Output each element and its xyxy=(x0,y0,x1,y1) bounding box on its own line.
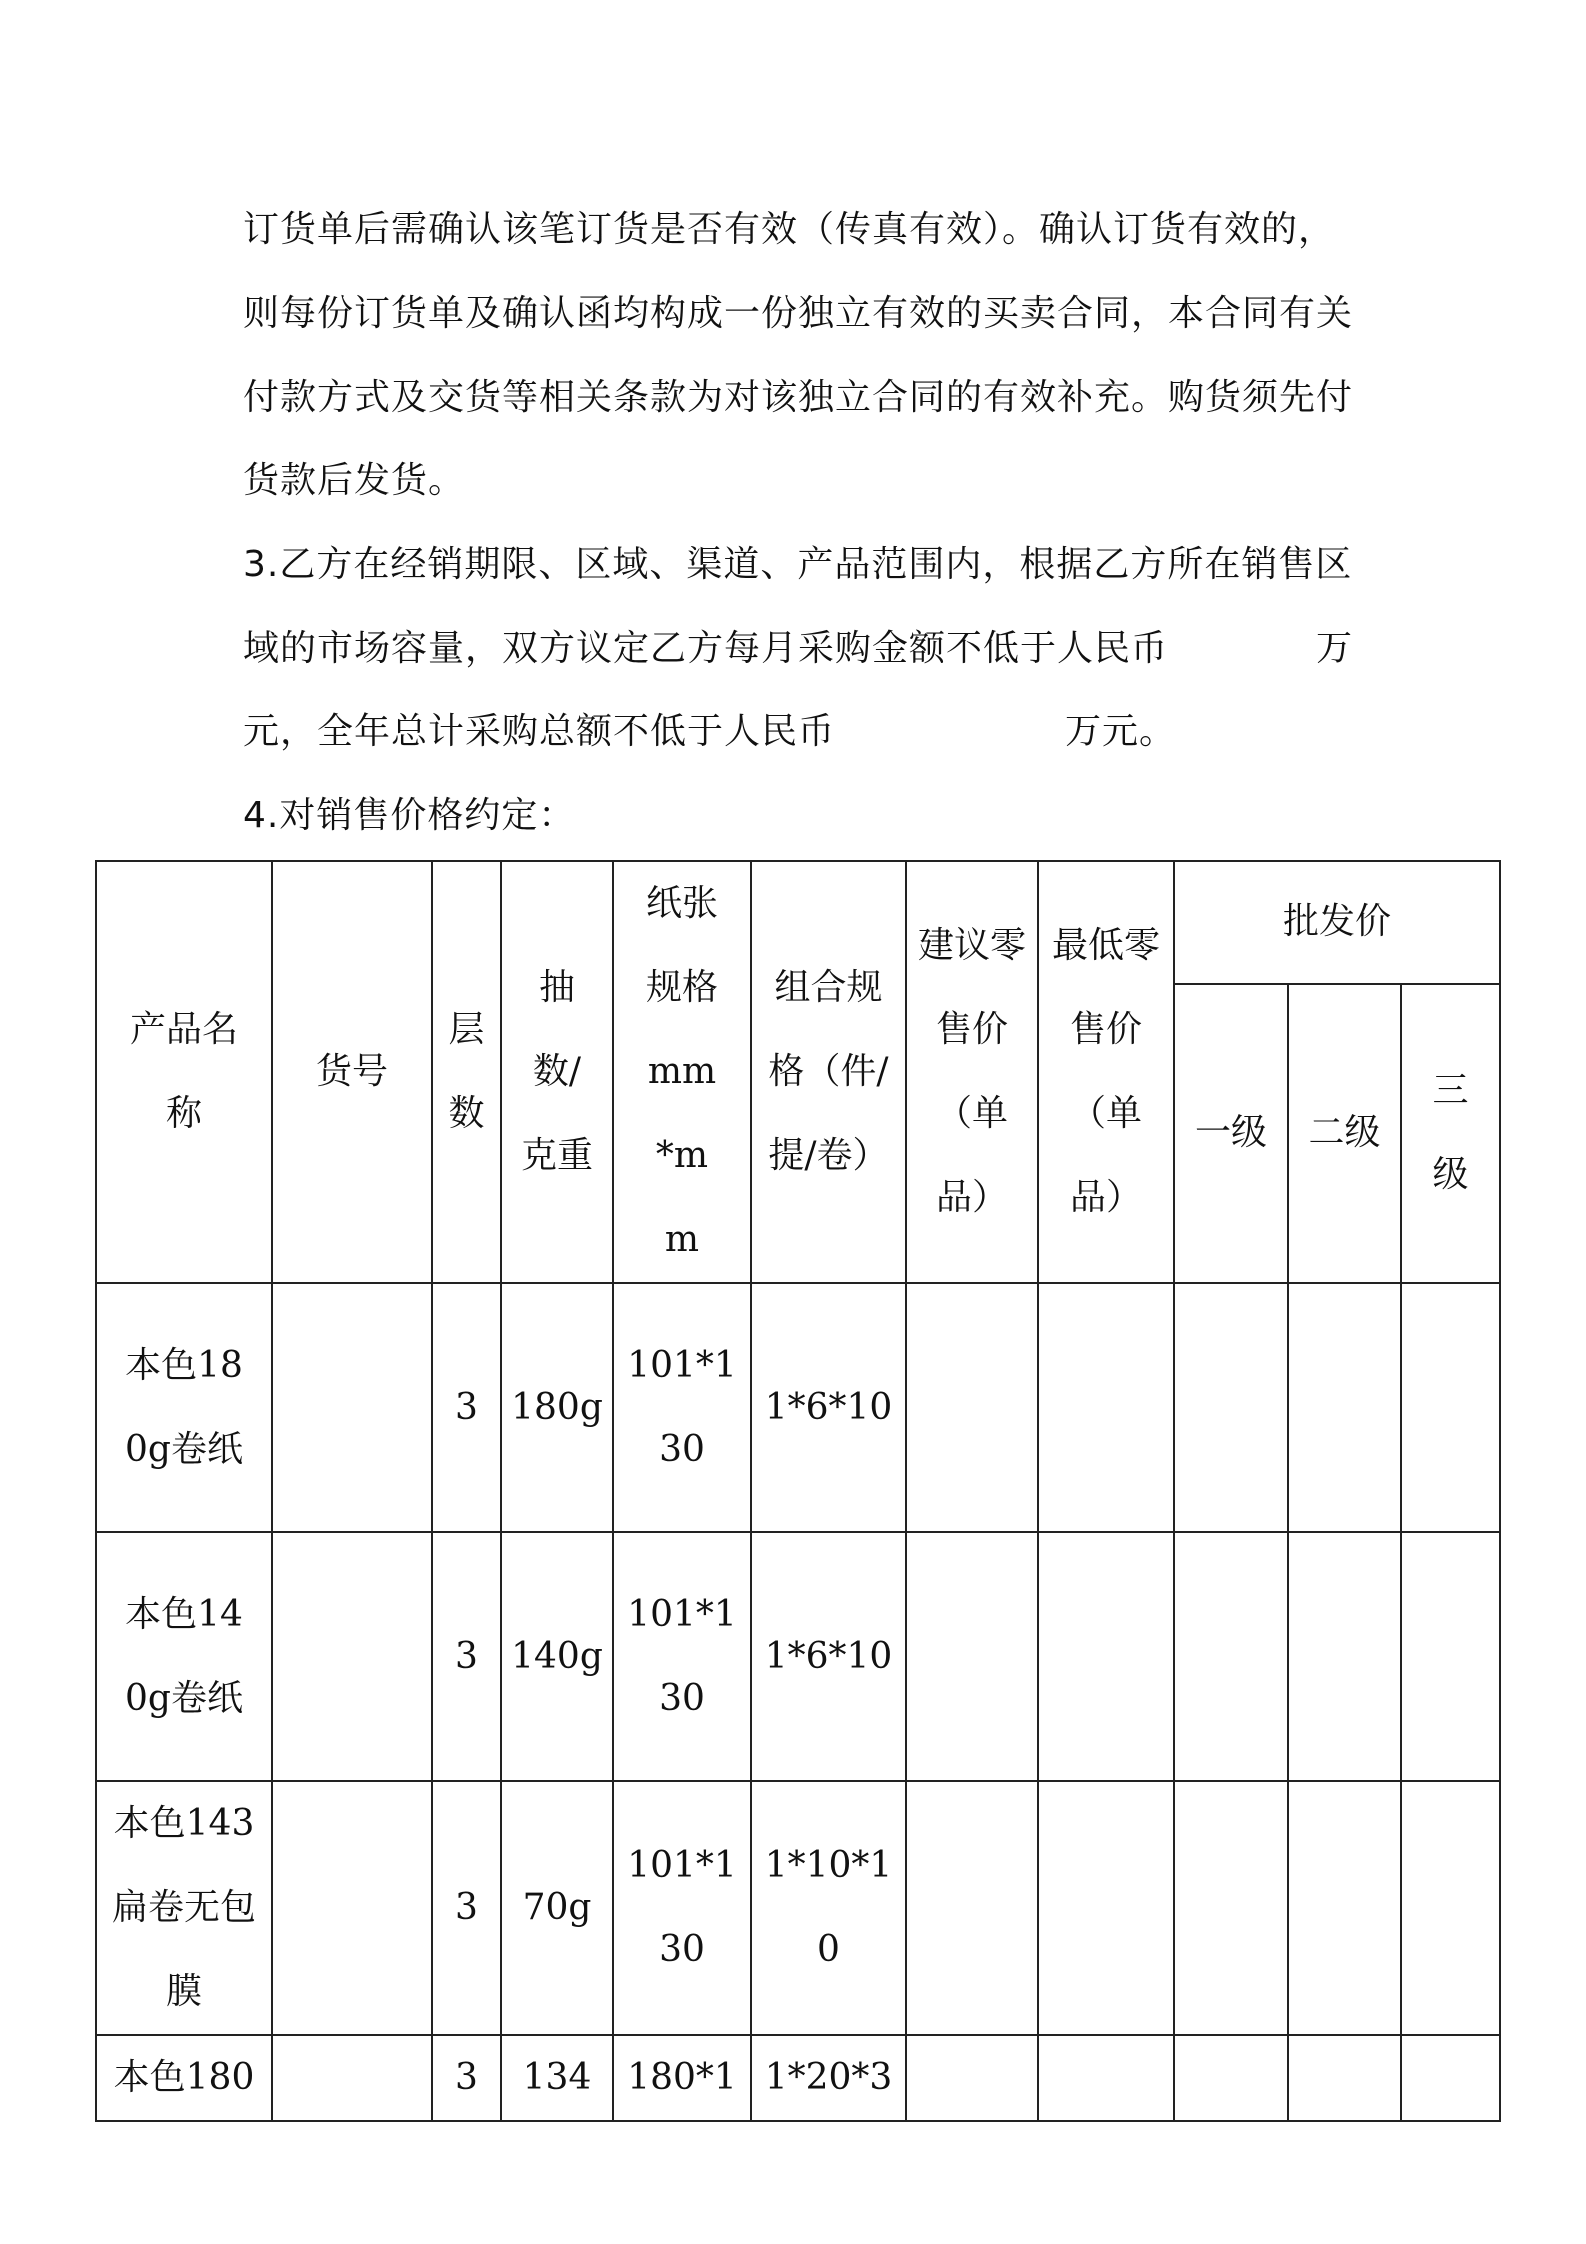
cell-level-1 xyxy=(1174,1283,1288,1532)
cell-combo-spec: 1*20*3 xyxy=(751,2035,906,2121)
header-layers: 层数 xyxy=(432,861,501,1283)
header-level-1: 一级 xyxy=(1174,984,1288,1283)
cell-item-no xyxy=(272,1781,432,2035)
cell-item-no xyxy=(272,1532,432,1781)
cell-paper-spec: 101*130 xyxy=(613,1283,751,1532)
text-span: 万 xyxy=(1315,628,1353,669)
cell-layers: 3 xyxy=(432,1283,501,1532)
cell-min-retail xyxy=(1038,1781,1174,2035)
header-level-2: 二级 xyxy=(1288,984,1401,1283)
cell-level-3 xyxy=(1401,2035,1500,2121)
cell-layers: 3 xyxy=(432,1532,501,1781)
cell-suggested-retail xyxy=(906,1283,1038,1532)
cell-min-retail xyxy=(1038,1283,1174,1532)
paragraph-line xyxy=(243,292,1353,336)
header-product-name: 产品名称 xyxy=(96,861,272,1283)
header-wholesale: 批发价 xyxy=(1174,861,1500,984)
cell-level-1 xyxy=(1174,1781,1288,2035)
header-suggested-retail: 建议零售价（单品） xyxy=(906,861,1038,1283)
text-span: 3.乙方在经销期限、区域、渠道、产品范围内，根据乙方所在销售区 xyxy=(243,544,1353,585)
cell-item-no xyxy=(272,2035,432,2121)
price-table xyxy=(95,860,1501,2122)
cell-suggested-retail xyxy=(906,1532,1038,1781)
cell-suggested-retail xyxy=(906,2035,1038,2121)
cell-level-2 xyxy=(1288,1532,1401,1781)
cell-combo-spec: 1*10*10 xyxy=(751,1781,906,2035)
cell-level-1 xyxy=(1174,2035,1288,2121)
cell-product-name: 本色140g卷纸 xyxy=(96,1532,272,1781)
header-level-3: 三级 xyxy=(1401,984,1500,1283)
text-span: 万元。 xyxy=(1065,711,1177,752)
cell-level-3 xyxy=(1401,1532,1500,1781)
cell-level-1 xyxy=(1174,1532,1288,1781)
paragraph-line xyxy=(243,459,465,503)
cell-layers: 3 xyxy=(432,1781,501,2035)
header-item-no: 货号 xyxy=(272,861,432,1283)
cell-level-2 xyxy=(1288,2035,1401,2121)
cell-weight: 70g xyxy=(501,1781,613,2035)
clause-3-line xyxy=(243,543,1352,587)
header-paper-spec: 纸张规格mm*mm xyxy=(613,861,751,1283)
text-span: 付款方式及交货等相关条款为对该独立合同的有效补充。购货须先付 xyxy=(243,377,1354,418)
cell-layers: 3 xyxy=(432,2035,501,2121)
cell-min-retail xyxy=(1038,2035,1174,2121)
cell-paper-spec: 180*1 xyxy=(613,2035,751,2121)
cell-weight: 180g xyxy=(501,1283,613,1532)
table-row xyxy=(96,1283,1500,1532)
text-span: 货款后发货。 xyxy=(243,460,466,501)
table-row xyxy=(96,1532,1500,1781)
header-min-retail: 最低零售价（单品） xyxy=(1038,861,1174,1283)
clause-3-line xyxy=(243,627,1353,671)
cell-level-3 xyxy=(1401,1781,1500,2035)
text-span: 元，全年总计采购总额不低于人民币 xyxy=(243,711,836,752)
cell-paper-spec: 101*130 xyxy=(613,1781,751,2035)
table-row xyxy=(96,2035,1500,2121)
header-sheets-weight: 抽数/克重 xyxy=(501,861,613,1283)
cell-level-2 xyxy=(1288,1283,1401,1532)
cell-product-name: 本色180g卷纸 xyxy=(96,1283,272,1532)
cell-product-name: 本色143扁卷无包膜 xyxy=(96,1781,272,2035)
cell-level-2 xyxy=(1288,1781,1401,2035)
cell-weight: 140g xyxy=(501,1532,613,1781)
text-span: 订货单后需确认该笔订货是否有效（传真有效）。确认订货有效的， xyxy=(243,209,1336,250)
paragraph-line xyxy=(243,208,1353,252)
cell-combo-spec: 1*6*10 xyxy=(751,1283,906,1532)
cell-level-3 xyxy=(1401,1283,1500,1532)
cell-item-no xyxy=(272,1283,432,1532)
cell-weight: 134 xyxy=(501,2035,613,2121)
paragraph-line xyxy=(243,376,1353,420)
cell-min-retail xyxy=(1038,1532,1174,1781)
cell-product-name: 本色180 xyxy=(96,2035,272,2121)
text-span: 4.对销售价格约定： xyxy=(243,795,576,836)
table-row xyxy=(96,1781,1500,2035)
cell-combo-spec: 1*6*10 xyxy=(751,1532,906,1781)
cell-suggested-retail xyxy=(906,1781,1038,2035)
text-span: 域的市场容量，双方议定乙方每月采购金额不低于人民币 xyxy=(243,628,1169,669)
table-header-row xyxy=(96,861,1500,984)
text-span: 则每份订货单及确认函均构成一份独立有效的买卖合同，本合同有关 xyxy=(243,293,1354,334)
cell-paper-spec: 101*130 xyxy=(613,1532,751,1781)
clause-3-line xyxy=(243,710,1176,754)
clause-4-heading xyxy=(243,794,575,838)
header-combo-spec: 组合规格（件/提/卷） xyxy=(751,861,906,1283)
